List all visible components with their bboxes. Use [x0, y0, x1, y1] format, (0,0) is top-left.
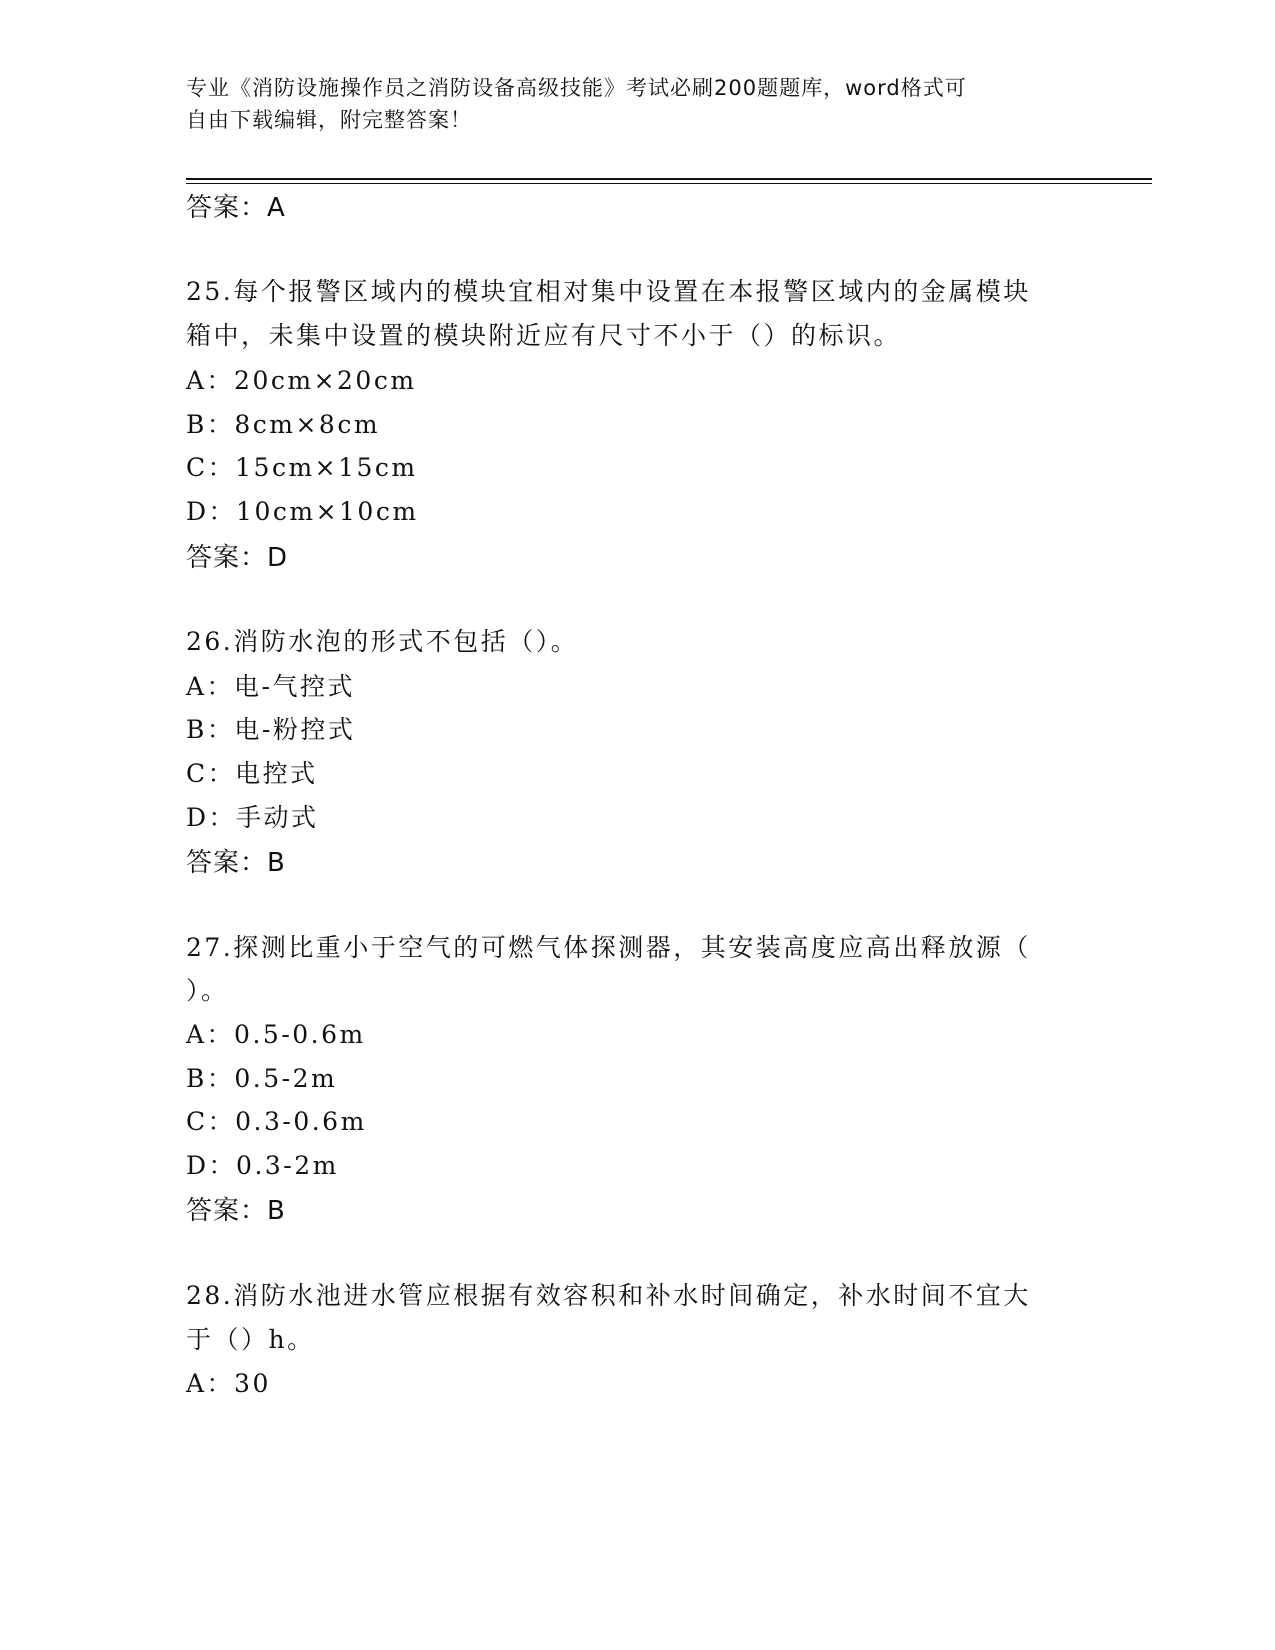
- question-27-stem-line-2: ）。: [186, 976, 229, 1005]
- header-divider-thin: [186, 183, 1152, 184]
- question-25-option-c: C：15cm×15cm: [186, 453, 418, 482]
- question-28-stem-line-1: 28.消防水池进水管应根据有效容积和补水时间确定，补水时间不宜大: [186, 1281, 1031, 1310]
- question-27-option-d: D：0.3-2m: [186, 1151, 339, 1180]
- header-divider-thick: [186, 178, 1152, 180]
- question-25-option-b: B：8cm×8cm: [186, 410, 381, 439]
- question-28-stem-line-2: 于（）h。: [186, 1325, 315, 1354]
- question-27-option-b: B：0.5-2m: [186, 1064, 338, 1093]
- page-header: [186, 72, 1066, 136]
- header-line-1: 专业《消防设施操作员之消防设备高级技能》考试必刷200题题库，word格式可: [186, 76, 967, 100]
- question-25-option-a: A：20cm×20cm: [186, 366, 417, 395]
- question-27-option-c: C：0.3-0.6m: [186, 1107, 367, 1136]
- question-26-option-b: B：电-粉控式: [186, 715, 356, 744]
- question-26-option-c: C：电控式: [186, 759, 318, 788]
- answer-prev: 答案：A: [186, 193, 286, 223]
- question-26-stem-line-1: 26.消防水泡的形式不包括（）。: [186, 627, 579, 656]
- question-27-stem-line-1: 27.探测比重小于空气的可燃气体探测器，其安装高度应高出释放源（: [186, 933, 1031, 962]
- question-25-option-d: D：10cm×10cm: [186, 497, 419, 526]
- question-27-option-a: A：0.5-0.6m: [186, 1020, 366, 1049]
- question-25-stem-line-1: 25.每个报警区域内的模块宜相对集中设置在本报警区域内的金属模块: [186, 277, 1031, 306]
- question-26-option-d: D：手动式: [186, 803, 319, 832]
- question-26-answer: 答案：B: [186, 848, 286, 878]
- header-line-2: 自由下载编辑，附完整答案！: [186, 108, 472, 132]
- question-25-answer: 答案：D: [186, 543, 289, 573]
- question-25-stem-line-2: 箱中，未集中设置的模块附近应有尺寸不小于（）的标识。: [186, 321, 902, 350]
- question-26-option-a: A：电-气控式: [186, 672, 356, 701]
- question-27-answer: 答案：B: [186, 1196, 286, 1226]
- question-28-option-a: A：30: [186, 1369, 271, 1398]
